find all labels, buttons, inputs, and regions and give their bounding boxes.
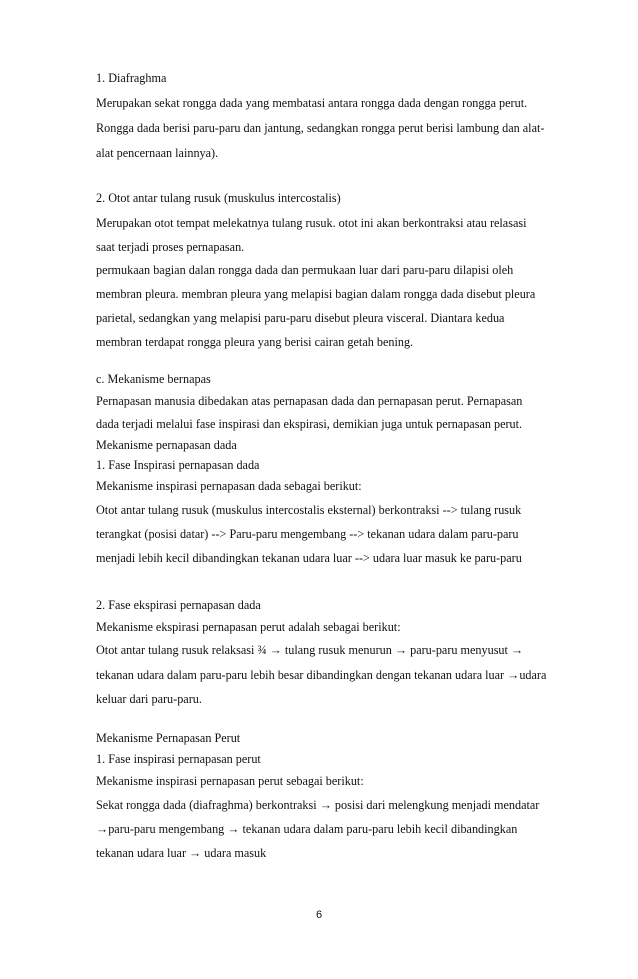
heading-mekanisme-bernapas: c. Mekanisme bernapas <box>96 372 211 386</box>
paragraph-line: Mekanisme inspirasi pernapasan perut sebagai berikut: <box>96 774 364 788</box>
paragraph-line: permukaan bagian dalan rongga dada dan permukaan luar dari paru-paru dilapisi oleh <box>96 263 514 277</box>
paragraph-line: Otot antar tulang rusuk (muskulus intercostalis eksternal) berkontraksi --> tulang rusuk <box>96 503 522 517</box>
heading-otot-antar-tulang-rusuk: 2. Otot antar tulang rusuk (muskulus intercostalis) <box>96 191 341 205</box>
page-number: 6 <box>315 909 323 921</box>
heading-diafraghma: 1. Diafraghma <box>96 71 167 85</box>
subheading-mekanisme-pernapasan-perut: Mekanisme Pernapasan Perut <box>96 731 241 745</box>
paragraph-line: membran pleura. membran pleura yang melapisi bagian dalam rongga dada disebut pleura <box>96 287 536 301</box>
paragraph-line: saat terjadi proses pernapasan. <box>96 240 245 254</box>
paragraph-line: Merupakan otot tempat melekatnya tulang rusuk. otot ini akan berkontraksi atau relasasi <box>96 216 527 230</box>
paragraph-line: Otot antar tulang rusuk relaksasi ¾ → tulang rusuk menurun → paru-paru menyusut → <box>96 643 524 657</box>
paragraph-line: membran terdapat rongga pleura yang berisi cairan getah bening. <box>96 335 414 349</box>
paragraph-line: Mekanisme inspirasi pernapasan dada sebagai berikut: <box>96 479 362 493</box>
subheading-fase-inspirasi-perut: 1. Fase inspirasi pernapasan perut <box>96 752 261 766</box>
paragraph-line: dada terjadi melalui fase inspirasi dan ekspirasi, demikian juga untuk pernapasan perut. <box>96 417 523 431</box>
subheading-mekanisme-pernapasan-dada: Mekanisme pernapasan dada <box>96 438 237 452</box>
paragraph-line: parietal, sedangkan yang melapisi paru-paru disebut pleura visceral. Diantara kedua <box>96 311 505 325</box>
paragraph-line: Mekanisme ekspirasi pernapasan perut adalah sebagai berikut: <box>96 620 401 634</box>
paragraph-line: tekanan udara luar → udara masuk <box>96 846 267 860</box>
paragraph-line: terangkat (posisi datar) --> Paru-paru mengembang --> tekanan udara dalam paru-paru <box>96 527 519 541</box>
paragraph-line: Sekat rongga dada (diafraghma) berkontraksi → posisi dari melengkung menjadi mendatar <box>96 798 540 812</box>
paragraph-line: Pernapasan manusia dibedakan atas pernapasan dada dan pernapasan perut. Pernapasan <box>96 394 523 408</box>
subheading-fase-ekspirasi-dada: 2. Fase ekspirasi pernapasan dada <box>96 598 261 612</box>
paragraph-line: Rongga dada berisi paru-paru dan jantung, sedangkan rongga perut berisi lambung dan alat- <box>96 121 545 135</box>
paragraph-line: alat pencernaan lainnya). <box>96 146 219 160</box>
subheading-fase-inspirasi-dada: 1. Fase Inspirasi pernapasan dada <box>96 458 260 472</box>
paragraph-line: tekanan udara dalam paru-paru lebih besar dibandingkan dengan tekanan udara luar →udara <box>96 668 547 682</box>
paragraph-line: →paru-paru mengembang → tekanan udara dalam paru-paru lebih kecil dibandingkan <box>96 822 518 836</box>
paragraph-line: keluar dari paru-paru. <box>96 692 202 706</box>
paragraph-line: Merupakan sekat rongga dada yang membatasi antara rongga dada dengan rongga perut. <box>96 96 528 110</box>
paragraph-line: menjadi lebih kecil dibandingkan tekanan udara luar --> udara luar masuk ke paru-paru <box>96 551 522 565</box>
